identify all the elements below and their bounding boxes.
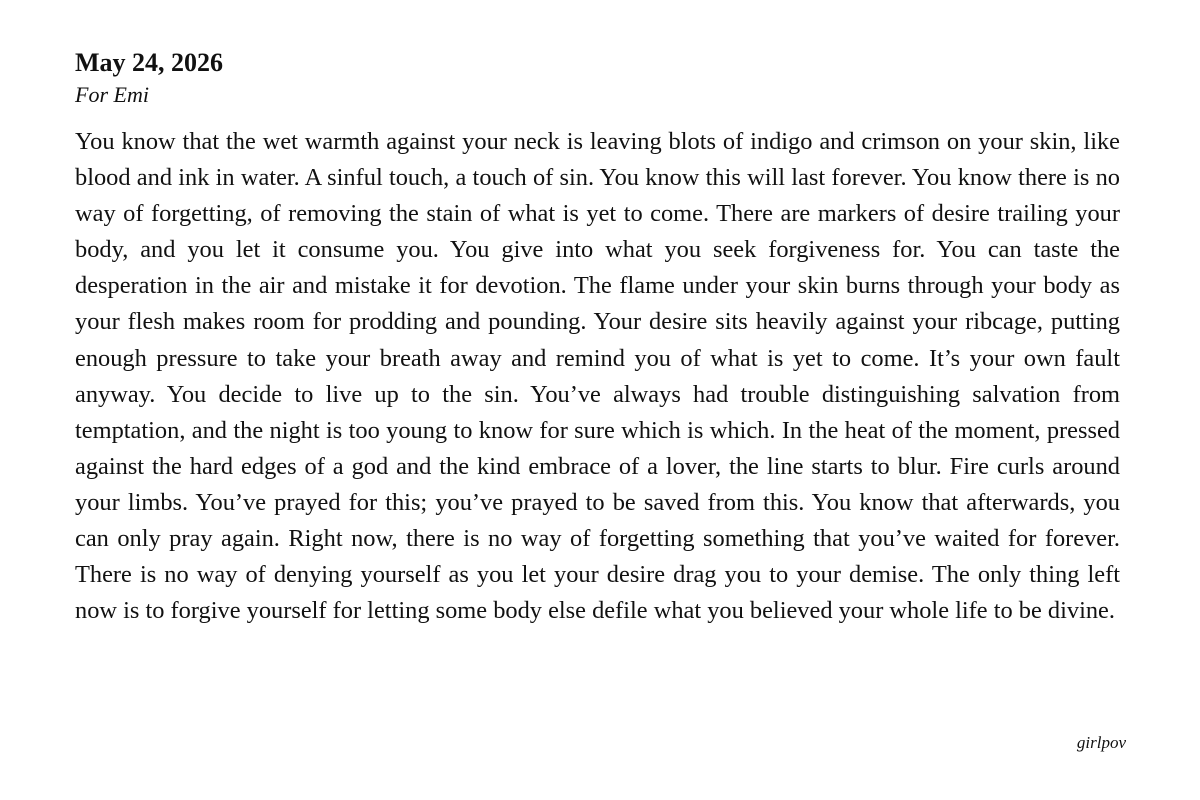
dedication: For Emi	[75, 82, 149, 107]
author-signature: girlpov	[1076, 733, 1126, 752]
entry-date: May 24, 2026	[75, 48, 224, 77]
body-paragraph: You know that the wet warmth against your neck is leaving blots of indigo and crimson on your skin, like blood and ink in water. A sinful touch, a touch of sin. You know this will last forever. You know there is no way of forgetting, of removing the stain of what is yet to come. There are markers of desire trailing your body, and you let it consume you. You give into what you seek forgiveness for. You can taste the desperation in the air and mistake it for devotion. The flame under your skin burns through your body as your flesh makes room for prodding and pounding. Your desire sits heavily against your ribcage, putting enough pressure to take your breath away and remind you of what is yet to come. It’s your own fault anyway. You decide to live up to the sin. You’ve always had trouble distinguishing salvation from temptation, and the night is too young to know for sure which is which. In the heat of the moment, pressed against the hard edges of a god and the kind embrace of a lover, the line starts to blur. Fire curls around your limbs. You’ve prayed for this; you’ve prayed to be saved from this. You know that afterwards, you can only pray again. Right now, there is no way of forgetting something that you’ve waited for forever. There is no way of denying yourself as you let your desire drag you to your demise. The only thing left now is to forgive yourself for letting some body else defile what you believed your whole life to be divine.	[75, 128, 1120, 625]
